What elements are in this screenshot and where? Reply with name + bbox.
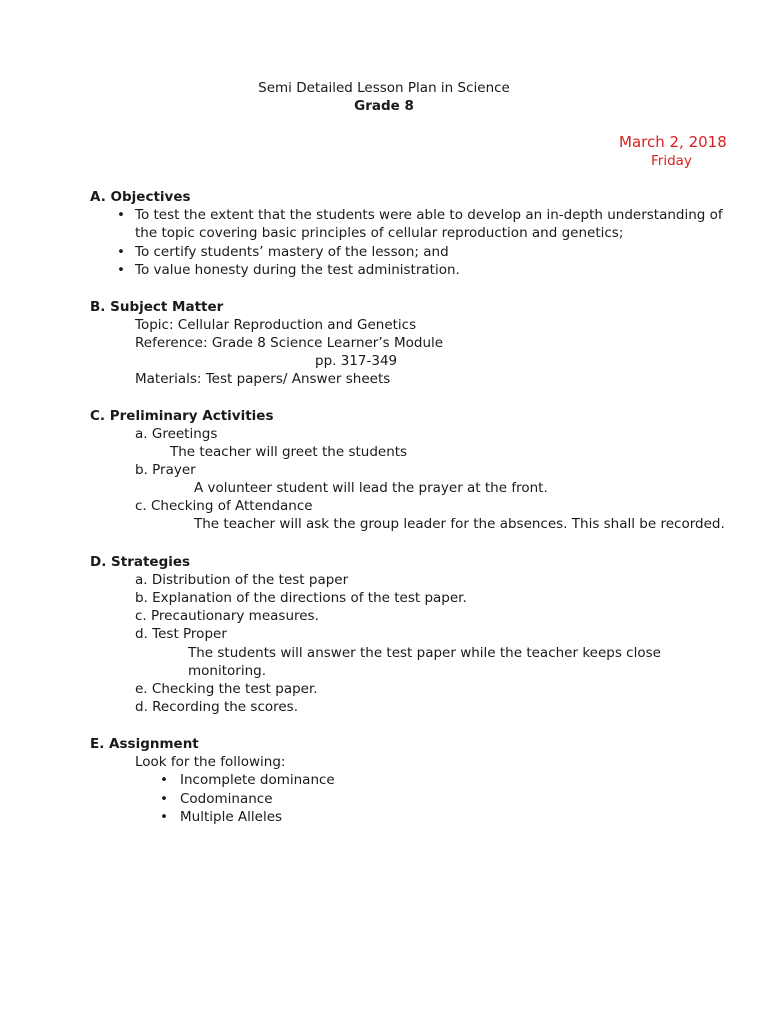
assignment-item-1: Incomplete dominance xyxy=(180,772,335,788)
subject-topic: Topic: Cellular Reproduction and Genetics xyxy=(135,317,417,333)
bullet-icon: • xyxy=(160,791,168,807)
objective-1-line2: the topic covering basic principles of cellular reproduction and genetics; xyxy=(135,225,624,241)
strategy-f: d. Recording the scores. xyxy=(135,699,299,715)
subject-materials: Materials: Test papers/ Answer sheets xyxy=(135,371,391,387)
strategy-c: c. Precautionary measures. xyxy=(135,608,319,624)
assignment-item-3: Multiple Alleles xyxy=(180,809,283,825)
assignment-heading: E. Assignment xyxy=(90,736,199,752)
preliminary-a-label: a. Greetings xyxy=(135,426,218,442)
objective-3: To value honesty during the test administration. xyxy=(135,262,460,278)
document-title: Semi Detailed Lesson Plan in Science xyxy=(258,80,510,96)
lesson-day: Friday xyxy=(651,153,692,169)
strategy-d-text-line1: The students will answer the test paper while the teacher keeps close xyxy=(188,645,661,661)
bullet-icon: • xyxy=(117,244,125,260)
preliminary-b-text: A volunteer student will lead the prayer at the front. xyxy=(194,480,548,496)
preliminary-heading: C. Preliminary Activities xyxy=(90,408,274,424)
strategy-a: a. Distribution of the test paper xyxy=(135,572,349,588)
lesson-date: March 2, 2018 xyxy=(619,133,727,151)
strategy-d: d. Test Proper xyxy=(135,626,227,642)
grade-label: Grade 8 xyxy=(354,98,414,114)
preliminary-c-text: The teacher will ask the group leader for the absences. This shall be recorded. xyxy=(194,516,725,532)
bullet-icon: • xyxy=(117,207,125,223)
subject-reference: Reference: Grade 8 Science Learner’s Module xyxy=(135,335,444,351)
strategy-b: b. Explanation of the directions of the test paper. xyxy=(135,590,467,606)
subject-pages: pp. 317-349 xyxy=(315,353,398,369)
subject-matter-heading: B. Subject Matter xyxy=(90,299,224,315)
bullet-icon: • xyxy=(160,772,168,788)
bullet-icon: • xyxy=(160,809,168,825)
strategies-heading: D. Strategies xyxy=(90,554,191,570)
objectives-heading: A. Objectives xyxy=(90,189,191,205)
preliminary-b-label: b. Prayer xyxy=(135,462,196,478)
strategy-d-text-line2: monitoring. xyxy=(188,663,266,679)
objective-2: To certify students’ mastery of the lesson; and xyxy=(135,244,449,260)
strategy-e: e. Checking the test paper. xyxy=(135,681,318,697)
objective-1-line1: To test the extent that the students were able to develop an in-depth understanding of xyxy=(135,207,723,223)
preliminary-a-text: The teacher will greet the students xyxy=(170,444,408,460)
bullet-icon: • xyxy=(117,262,125,278)
assignment-intro: Look for the following: xyxy=(135,754,286,770)
assignment-item-2: Codominance xyxy=(180,791,273,807)
preliminary-c-label: c. Checking of Attendance xyxy=(135,498,313,514)
